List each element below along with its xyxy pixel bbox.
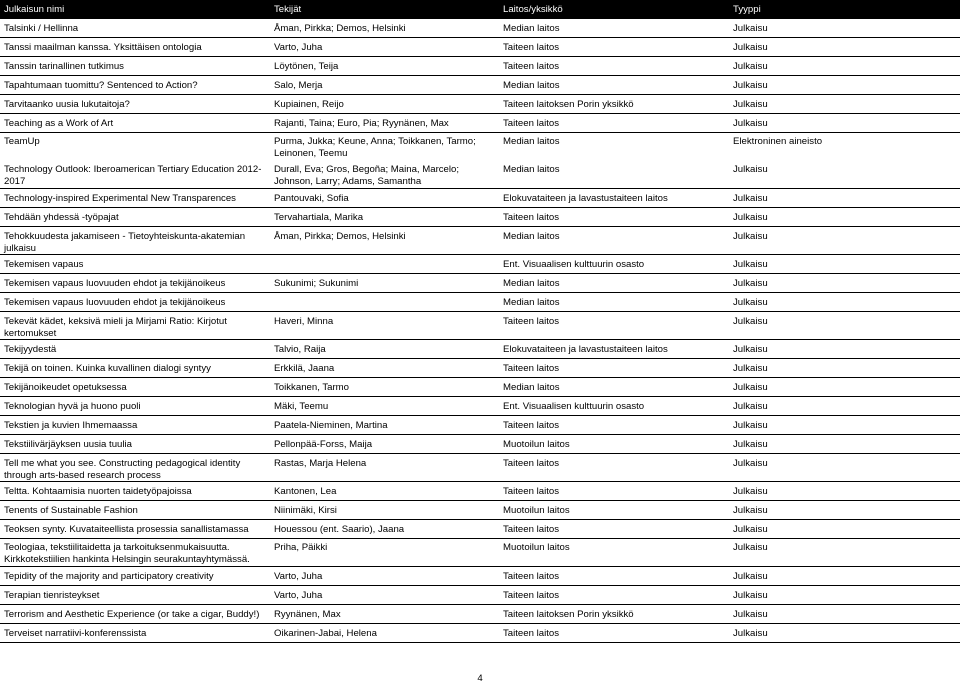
cell-authors: Varto, Juha — [274, 42, 323, 53]
table-row — [0, 378, 960, 397]
table-row — [0, 189, 960, 208]
cell-title: Terveiset narratiivi-konferenssista — [4, 628, 147, 639]
cell-authors: Sukunimi; Sukunimi — [274, 278, 359, 289]
cell-title: Tehdään yhdessä -työpajat — [4, 212, 119, 223]
header-authors: Tekijät — [274, 4, 302, 15]
table-row — [0, 539, 960, 567]
cell-department: Taiteen laitos — [503, 316, 559, 327]
table-row — [0, 114, 960, 133]
cell-title: Tekijyydestä — [4, 344, 57, 355]
cell-title: Tekemisen vapaus — [4, 259, 84, 270]
cell-department: Muotoilun laitos — [503, 505, 570, 516]
header-department: Laitos/yksikkö — [503, 4, 563, 15]
table-row — [0, 161, 960, 189]
cell-title: Tekevät kädet, keksivä mieli ja Mirjami Ratio: Kirjotut kertomukset — [4, 316, 227, 339]
table-row — [0, 293, 960, 312]
cell-authors: Erkkilä, Jaana — [274, 363, 335, 374]
cell-title: Technology Outlook: Iberoamerican Tertiary Education 2012-2017 — [4, 164, 262, 187]
cell-type: Julkaisu — [733, 458, 768, 469]
cell-type: Julkaisu — [733, 42, 768, 53]
cell-type: Julkaisu — [733, 316, 768, 327]
cell-department: Taiteen laitos — [503, 458, 559, 469]
cell-department: Muotoilun laitos — [503, 542, 570, 553]
cell-type: Julkaisu — [733, 401, 768, 412]
cell-department: Ent. Visuaalisen kulttuurin osasto — [503, 259, 645, 270]
table-row — [0, 520, 960, 539]
table-row — [0, 359, 960, 378]
cell-authors: Oikarinen-Jabai, Helena — [274, 628, 377, 639]
table-row — [0, 312, 960, 340]
table-row — [0, 416, 960, 435]
cell-authors: Åman, Pirkka; Demos, Helsinki — [274, 23, 406, 34]
cell-title: Tehokkuudesta jakamiseen - Tietoyhteiskunta-akatemian julkaisu — [4, 231, 246, 254]
cell-title: Tenents of Sustainable Fashion — [4, 505, 138, 516]
cell-type: Julkaisu — [733, 118, 768, 129]
cell-title: TeamUp — [4, 136, 40, 147]
cell-type: Julkaisu — [733, 571, 768, 582]
header-title: Julkaisun nimi — [4, 4, 65, 15]
cell-authors: Kupiainen, Reijo — [274, 99, 344, 110]
cell-type: Julkaisu — [733, 259, 768, 270]
cell-authors: Houessou (ent. Saario), Jaana — [274, 524, 405, 535]
cell-type: Julkaisu — [733, 23, 768, 34]
cell-department: Taiteen laitos — [503, 524, 559, 535]
cell-department: Taiteen laitos — [503, 212, 559, 223]
cell-authors: Pantouvaki, Sofia — [274, 193, 349, 204]
cell-authors: Mäki, Teemu — [274, 401, 329, 412]
cell-authors: Priha, Päikki — [274, 542, 328, 553]
cell-department: Taiteen laitoksen Porin yksikkö — [503, 99, 634, 110]
table-row — [0, 567, 960, 586]
cell-title: Tarvitaanko uusia lukutaitoja? — [4, 99, 130, 110]
cell-title: Terrorism and Aesthetic Experience (or take a cigar, Buddy!) — [4, 609, 260, 620]
cell-type: Julkaisu — [733, 80, 768, 91]
cell-authors: Kantonen, Lea — [274, 486, 337, 497]
cell-authors: Varto, Juha — [274, 590, 323, 601]
cell-type: Julkaisu — [733, 486, 768, 497]
cell-type: Julkaisu — [733, 193, 768, 204]
cell-type: Julkaisu — [733, 344, 768, 355]
table-row — [0, 19, 960, 38]
table-row — [0, 133, 960, 161]
cell-department: Median laitos — [503, 23, 560, 34]
table-row — [0, 624, 960, 643]
cell-authors: Varto, Juha — [274, 571, 323, 582]
cell-department: Taiteen laitos — [503, 61, 559, 72]
table-row — [0, 227, 960, 255]
cell-authors: Durall, Eva; Gros, Begoña; Maina, Marcelo; Johnson, Larry; Adams, Samantha — [274, 164, 460, 187]
table-row — [0, 605, 960, 624]
cell-type: Julkaisu — [733, 231, 768, 242]
cell-title: Tekemisen vapaus luovuuden ehdot ja tekijänoikeus — [4, 297, 226, 308]
cell-department: Taiteen laitos — [503, 590, 559, 601]
cell-title: Teologiaa, tekstiilitaidetta ja tarkoituksenmukaisuutta. Kirkkotekstiilien hankinta Helsingin seurakuntayhtymässä. — [4, 542, 250, 565]
cell-title: Technology-inspired Experimental New Transparences — [4, 193, 236, 204]
cell-title: Teaching as a Work of Art — [4, 118, 114, 129]
cell-department: Median laitos — [503, 382, 560, 393]
table-row — [0, 340, 960, 359]
cell-type: Julkaisu — [733, 609, 768, 620]
cell-authors: Niinimäki, Kirsi — [274, 505, 337, 516]
cell-title: Tanssi maailman kanssa. Yksittäisen ontologia — [4, 42, 202, 53]
cell-type: Julkaisu — [733, 297, 768, 308]
table-row — [0, 397, 960, 416]
cell-title: Tell me what you see. Constructing pedagogical identity through arts-based research process — [4, 458, 241, 481]
cell-department: Taiteen laitos — [503, 571, 559, 582]
cell-type: Julkaisu — [733, 99, 768, 110]
cell-title: Tekstiilivärjäyksen uusia tuulia — [4, 439, 132, 450]
table-row — [0, 435, 960, 454]
cell-department: Median laitos — [503, 164, 560, 175]
cell-authors: Rastas, Marja Helena — [274, 458, 367, 469]
cell-authors: Löytönen, Teija — [274, 61, 339, 72]
cell-authors: Tervahartiala, Marika — [274, 212, 364, 223]
cell-authors: Pellonpää-Forss, Maija — [274, 439, 373, 450]
cell-department: Taiteen laitos — [503, 420, 559, 431]
cell-department: Taiteen laitos — [503, 42, 559, 53]
table-row — [0, 76, 960, 95]
cell-type: Julkaisu — [733, 363, 768, 374]
cell-authors: Salo, Merja — [274, 80, 323, 91]
cell-department: Taiteen laitos — [503, 628, 559, 639]
cell-title: Tanssin tarinallinen tutkimus — [4, 61, 124, 72]
table-row — [0, 57, 960, 76]
cell-title: Tekemisen vapaus luovuuden ehdot ja tekijänoikeus — [4, 278, 226, 289]
cell-title: Tekijänoikeudet opetuksessa — [4, 382, 127, 393]
table-row — [0, 482, 960, 501]
table-row — [0, 95, 960, 114]
cell-type: Julkaisu — [733, 420, 768, 431]
cell-title: Tekstien ja kuvien Ihmemaassa — [4, 420, 138, 431]
cell-type: Elektroninen aineisto — [733, 136, 823, 147]
cell-department: Taiteen laitos — [503, 118, 559, 129]
cell-department: Median laitos — [503, 297, 560, 308]
table-row — [0, 255, 960, 274]
cell-title: Tapahtumaan tuomittu? Sentenced to Action? — [4, 80, 198, 91]
cell-type: Julkaisu — [733, 542, 768, 553]
cell-type: Julkaisu — [733, 590, 768, 601]
cell-department: Taiteen laitos — [503, 363, 559, 374]
cell-authors: Åman, Pirkka; Demos, Helsinki — [274, 231, 406, 242]
cell-department: Elokuvataiteen ja lavastustaiteen laitos — [503, 193, 668, 204]
cell-type: Julkaisu — [733, 628, 768, 639]
cell-title: Teknologian hyvä ja huono puoli — [4, 401, 141, 412]
cell-title: Teltta. Kohtaamisia nuorten taidetyöpajoissa — [4, 486, 192, 497]
cell-type: Julkaisu — [733, 524, 768, 535]
cell-department: Taiteen laitos — [503, 486, 559, 497]
cell-title: Talsinki / Hellinna — [4, 23, 79, 34]
cell-department: Median laitos — [503, 80, 560, 91]
cell-authors: Paatela-Nieminen, Martina — [274, 420, 388, 431]
cell-type: Julkaisu — [733, 505, 768, 516]
table-row — [0, 274, 960, 293]
cell-type: Julkaisu — [733, 212, 768, 223]
cell-department: Muotoilun laitos — [503, 439, 570, 450]
page-number: 4 — [477, 673, 483, 684]
cell-authors: Toikkanen, Tarmo — [274, 382, 350, 393]
cell-department: Taiteen laitoksen Porin yksikkö — [503, 609, 634, 620]
cell-type: Julkaisu — [733, 439, 768, 450]
cell-department: Median laitos — [503, 136, 560, 147]
table-header — [0, 0, 960, 19]
cell-department: Median laitos — [503, 231, 560, 242]
table-row — [0, 501, 960, 520]
cell-title: Tepidity of the majority and participatory creativity — [4, 571, 214, 582]
cell-type: Julkaisu — [733, 278, 768, 289]
header-type: Tyyppi — [733, 4, 761, 15]
cell-type: Julkaisu — [733, 61, 768, 72]
cell-type: Julkaisu — [733, 164, 768, 175]
cell-authors: Ryynänen, Max — [274, 609, 341, 620]
cell-title: Teoksen synty. Kuvataiteellista prosessia sanallistamassa — [4, 524, 249, 535]
cell-department: Elokuvataiteen ja lavastustaiteen laitos — [503, 344, 668, 355]
cell-authors: Purma, Jukka; Keune, Anna; Toikkanen, Tarmo; Leinonen, Teemu — [274, 136, 476, 159]
cell-authors: Haveri, Minna — [274, 316, 334, 327]
cell-title: Terapian tienristeykset — [4, 590, 100, 601]
table-row — [0, 454, 960, 482]
cell-authors: Rajanti, Taina; Euro, Pia; Ryynänen, Max — [274, 118, 449, 129]
cell-department: Median laitos — [503, 278, 560, 289]
table-row — [0, 586, 960, 605]
cell-department: Ent. Visuaalisen kulttuurin osasto — [503, 401, 645, 412]
cell-authors: Talvio, Raija — [274, 344, 326, 355]
cell-type: Julkaisu — [733, 382, 768, 393]
table-row — [0, 208, 960, 227]
cell-title: Tekijä on toinen. Kuinka kuvallinen dialogi syntyy — [4, 363, 211, 374]
table-row — [0, 38, 960, 57]
